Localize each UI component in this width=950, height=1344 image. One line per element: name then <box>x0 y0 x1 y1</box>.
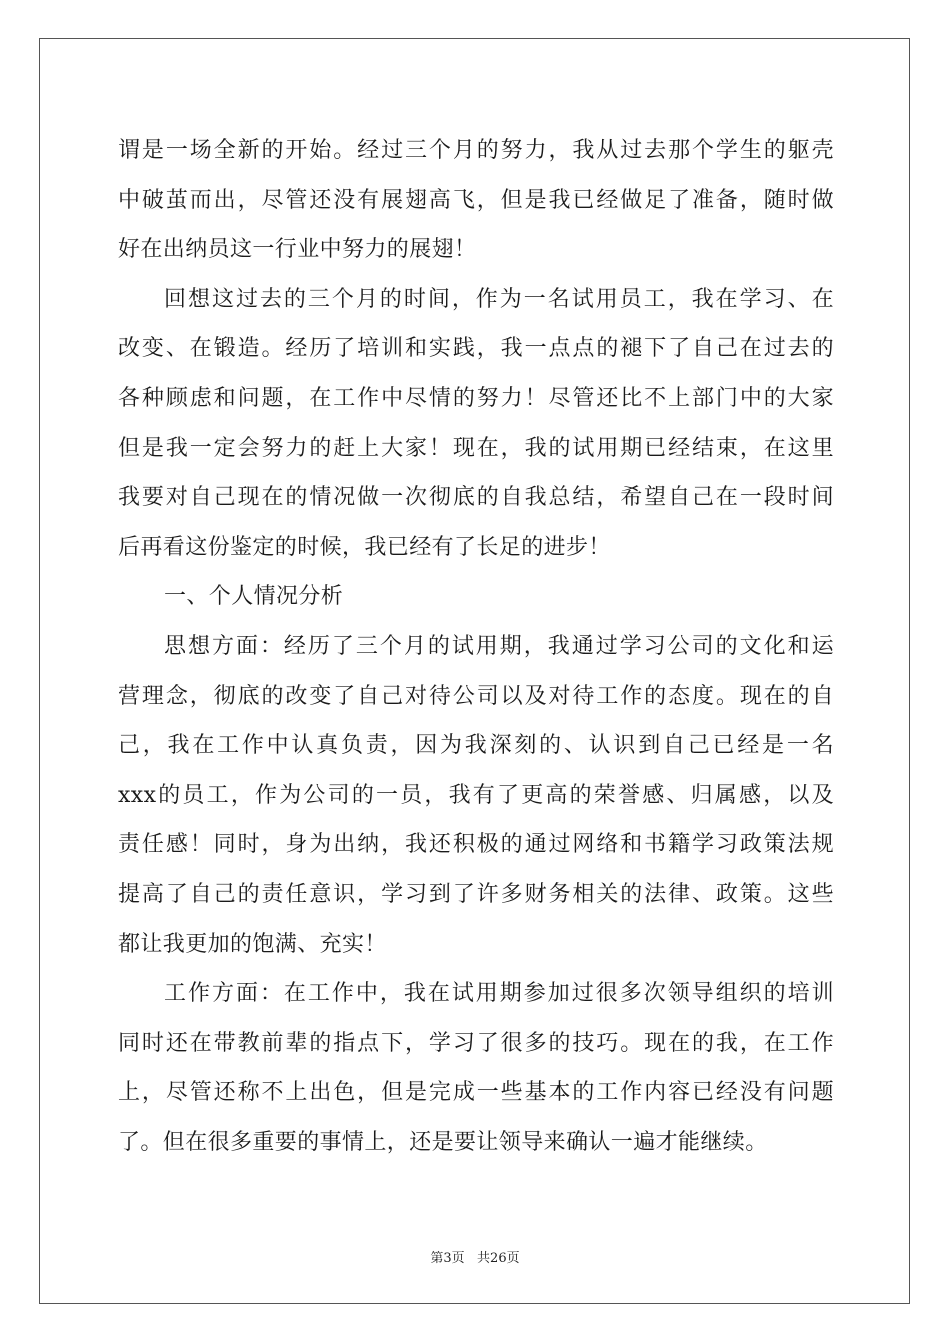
document-body <box>118 126 834 1167</box>
text-line: 中破茧而出，尽管还没有展翅高飞，但是我已经做足了准备，随时做 <box>118 187 834 213</box>
text-line: 责任感！同时，身为出纳，我还积极的通过网络和书籍学习政策法规 <box>118 832 834 858</box>
page-number-footer: 第3页 共26页 <box>430 1251 520 1266</box>
text-line: 但是我一定会努力的赶上大家！现在，我的试用期已经结束，在这里 <box>118 435 834 461</box>
section-heading: 一、个人情况分析 <box>164 584 344 610</box>
text-line: 上，尽管还称不上出色，但是完成一些基本的工作内容已经没有问题 <box>118 1080 834 1106</box>
text-line: 营理念，彻底的改变了自己对待公司以及对待工作的态度。现在的自 <box>118 683 834 709</box>
text-line: 我要对自己现在的情况做一次彻底的自我总结，希望自己在一段时间 <box>118 485 834 511</box>
text-line: 了。但在很多重要的事情上，还是要让领导来确认一遍才能继续。 <box>118 1129 768 1155</box>
text-line: 工作方面：在工作中，我在试用期参加过很多次领导组织的培训 <box>164 981 834 1007</box>
text-line: 思想方面：经历了三个月的试用期，我通过学习公司的文化和运 <box>164 633 834 659</box>
text-line: 后再看这份鉴定的时候，我已经有了长足的进步！ <box>118 534 611 560</box>
text-line: 提高了自己的责任意识，学习到了许多财务相关的法律、政策。这些 <box>118 881 834 907</box>
text-line: 谓是一场全新的开始。经过三个月的努力，我从过去那个学生的躯壳 <box>118 138 834 163</box>
text-line: 同时还在带教前辈的指点下，学习了很多的技巧。现在的我，在工作 <box>118 1030 834 1056</box>
text-line: 改变、在锻造。经历了培训和实践，我一点点的褪下了自己在过去的 <box>118 336 834 362</box>
text-line: 回想这过去的三个月的时间，作为一名试用员工，我在学习、在 <box>164 286 834 312</box>
text-line: 己，我在工作中认真负责，因为我深刻的、认识到自己已经是一名 <box>118 733 834 759</box>
text-line: xxx的员工，作为公司的一员，我有了更高的荣誉感、归属感，以及 <box>118 782 834 808</box>
text-line: 各种顾虑和问题，在工作中尽情的努力！尽管还比不上部门中的大家 <box>118 385 834 411</box>
text-line: 好在出纳员这一行业中努力的展翅！ <box>118 237 477 263</box>
text-line: 都让我更加的饱满、充实！ <box>118 931 387 957</box>
